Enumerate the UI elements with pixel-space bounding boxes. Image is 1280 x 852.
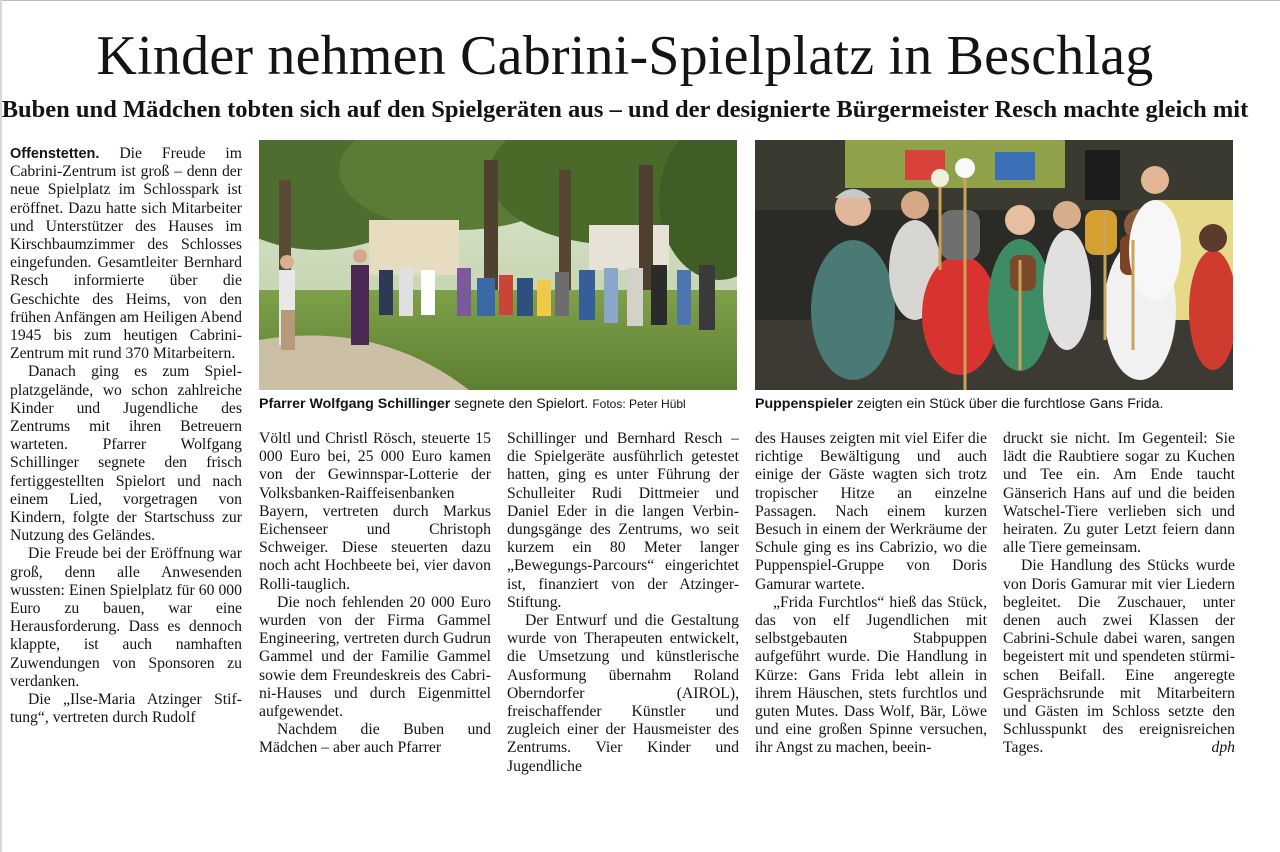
caption-text: zeigten ein Stück über die furchtlose Gans Frida. (852, 396, 1164, 412)
article-column-1 (10, 145, 242, 728)
paragraph: Schillinger und Bernhard Resch – die Spielgeräte ausführlich getestet hatten, ging es unter Führung der Schulleiter Rudi Dittmeier und Daniel Eder in die langen Verbindungsgänge des Zentrums, wo seit kurzem ein 80 Meter langer „Bewegungs-Parcours“ eingerichtet ist, finanziert von der Atzinger-Stiftung. (507, 430, 739, 611)
paragraph: Nachdem die Buben und Mädchen – aber auch Pfarrer (259, 721, 491, 757)
article-column-5 (1003, 430, 1235, 758)
article-column-3 (507, 430, 739, 776)
caption-lead: Puppenspieler (755, 396, 853, 412)
page-edge (0, 0, 2, 852)
paragraph: druckt sie nicht. Im Gegenteil: Sie lädt die Raubtiere sogar zu Kuchen und Tee ein. Am Ende taucht Gänserich Hans auf und die beiden Watschel-Tiere verlieben sich und heiraten. Zu guter Letzt feiern dann alle Tiere gemeinsam. (1003, 430, 1235, 557)
paragraph: Die noch fehlenden 20 000 Euro wurden von der Firma Gammel Engineering, vertreten durch Gudrun Gammel und der Familie Gammel sowie dem Freundeskreis des Cabrini-Hauses und durch Eigenmittel aufgewendet. (259, 593, 491, 721)
photo-credit: Fotos: Peter Hübl (592, 397, 686, 411)
paragraph-text: Die Handlung des Stücks wurde von Doris Gamurar mit vier Liedern begleitet. Die Zuschauer, unter denen auch zwei Klassen der Cabrini-Schule dabei waren, sangen begeistert mit und spendeten stürmischen Beifall. Eine angeregte Gesprächsrunde mit Mitarbeitern und Gästen im Schloss setzte den Schlusspunkt des ereignisreichen Tages. (1003, 557, 1235, 757)
author-signature: dph (1211, 739, 1235, 757)
top-rule (0, 0, 1280, 7)
photo-puppeteers (755, 140, 1233, 390)
paragraph: Völtl und Christl Rösch, steuerte 15 000 Euro bei, 25 000 Euro kamen von der Gewinnspar-Lotterie der Volksbanken-Raiffeisenbanken Bayern, vertreten durch Markus Eichenseer und Christoph Schweiger. Diese steuerten dazu noch acht Hochbeete bei, vier davon Rolli-tauglich. (259, 430, 491, 593)
subheadline: Buben und Mädchen tobten sich auf den Spielgeräten aus – und der designierte Bürgermeister Resch machte gleich mit (1, 96, 1249, 123)
caption-lead: Pfarrer Wolfgang Schillinger (259, 396, 451, 412)
article-column-4 (755, 430, 987, 758)
photo-puppeteers-image (755, 140, 1233, 390)
photo-blessing (259, 140, 737, 390)
headline: Kinder nehmen Cabrini-Spielplatz in Beschlag (96, 25, 1154, 87)
photo-caption-2 (755, 395, 1163, 413)
paragraph: Der Entwurf und die Gestaltung wurde von Therapeuten entwickelt, die Umsetzung und künstlerische Ausformung übernahm Roland Oberndorfer (AIROL), freischaffender Künstler und zugleich einer der Hausmeister des Zentrums. Vier Kinder und Jugendliche (507, 612, 739, 775)
photo-blessing-image (259, 140, 737, 390)
paragraph: „Frida Furchtlos“ hieß das Stück, das von elf Jugendlichen mit selbstgebauten Stabpuppen aufgeführt wurde. Die Handlung in Kürze: Gans Frida lebt allein in ihrem Häuschen, stets furchtlos und guten Mutes. Dass Wolf, Bär, Löwe und eine großen Spinne versuchen, ihr Angst zu machen, beein- (755, 593, 987, 757)
paragraph (1003, 557, 1235, 757)
paragraph-text: Die Freude im Cabrini-Zentrum ist groß – denn der neue Spielplatz im Schlosspark ist eröffnet. Dazu hatte sich Mitarbeiter und Unterstützer des Hauses im Kirschbaumzimmer des Schlosses eingefunden. Gesamtleiter Bernhard Resch informierte über die Geschichte des Heims, von den frühen Anfängen am Heiligen Abend 1945 bis zum heutigen Cabrini-Zentrum mit rund 370 Mitarbeitern. (10, 145, 242, 363)
photo-caption-1 (259, 395, 686, 413)
paragraph: Die Freude bei der Eröffnung war groß, denn alle Anwesenden wussten: Einen Spielplatz für 60 000 Euro zu bauen, war eine Herausforderung. Dass es dennoch klappte, ist auch namhaften Zuwendungen von Sponsoren zu verdanken. (10, 545, 242, 690)
paragraph: Danach ging es zum Spielplatzgelände, wo schon zahlreiche Kinder und Jugendliche des Zentrums mit ihren Betreuern warteten. Pfarrer Wolfgang Schillinger segnete den frisch fertiggestellten Spielort und nach einem Lied, vorgetragen von Kindern, folgte der Startschuss zur Nutzung des Geländes. (10, 363, 242, 545)
paragraph: des Hauses zeigten mit viel Eifer die richtige Bewältigung und auch einige der Gäste wagten sich trotz tropischer Hitze an einzelne Passagen. Nach einem kurzen Besuch in einem der Werkräume der Schule ging es ins Cabrizio, wo die Puppenspiel-Gruppe von Doris Gamurar wartete. (755, 430, 987, 593)
article-column-2 (259, 430, 491, 758)
dateline: Offenstetten. (10, 146, 100, 162)
caption-text: segnete den Spielort. (450, 396, 589, 412)
paragraph: Die „Ilse-Maria Atzinger Stiftung“, vertreten durch Rudolf (10, 691, 242, 727)
paragraph (10, 145, 242, 363)
